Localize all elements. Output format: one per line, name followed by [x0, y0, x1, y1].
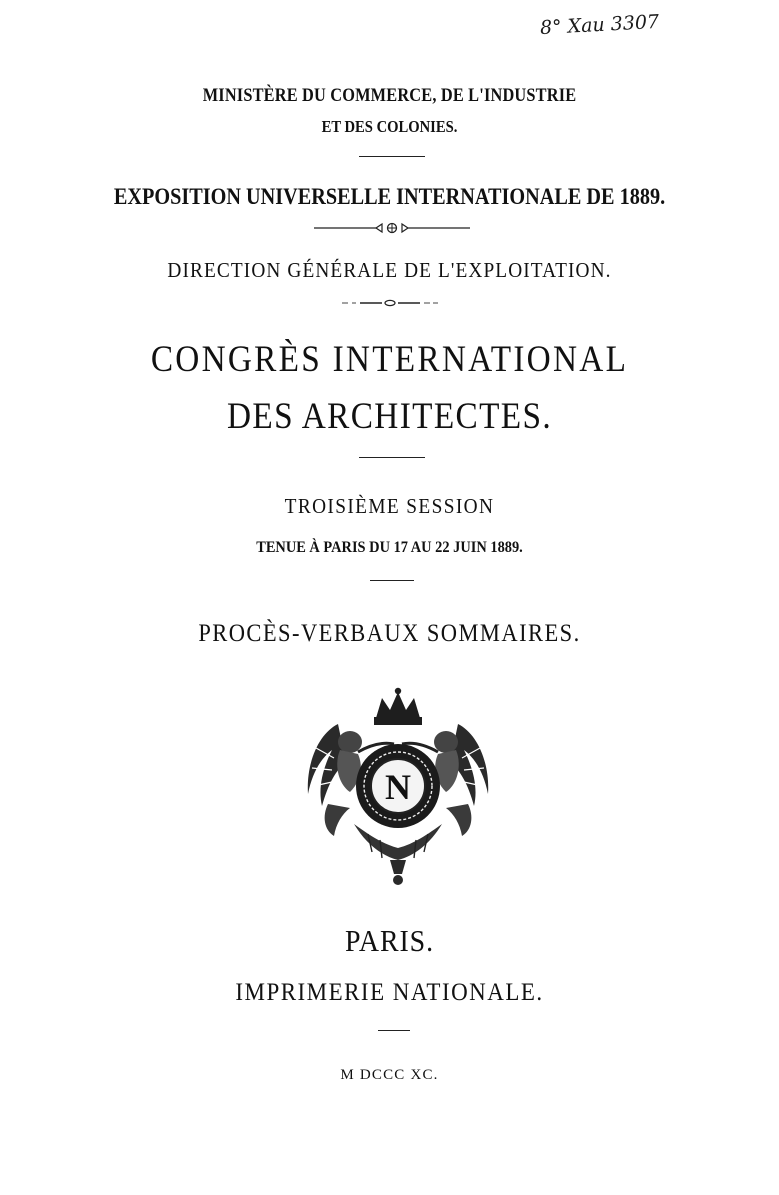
divider-rule: [370, 580, 414, 581]
ornamental-rule-small-icon: [340, 298, 440, 308]
ornamental-rule-icon: [312, 220, 472, 236]
divider-rule: [359, 156, 425, 157]
exposition-heading: EXPOSITION UNIVERSELLE INTERNATIONALE DE 1889.: [113, 184, 666, 209]
session-dates: TENUE À PARIS DU 17 AU 22 JUIN 1889.: [256, 539, 523, 556]
session-name: TROISIÈME SESSION: [284, 494, 495, 518]
congress-title-line-1: CONGRÈS INTERNATIONAL: [150, 339, 629, 380]
divider-rule: [359, 457, 425, 458]
minutes-subtitle: PROCÈS-VERBAUX SOMMAIRES.: [198, 620, 581, 647]
imperial-eagle-crest-icon: [298, 684, 498, 889]
divider-rule: [378, 1030, 410, 1031]
svg-text:N: N: [385, 767, 411, 807]
congress-title-line-2: DES ARCHITECTES.: [226, 396, 553, 437]
ministry-line-2: ET DES COLONIES.: [321, 117, 458, 136]
direction-heading: DIRECTION GÉNÉRALE DE L'EXPLOITATION.: [167, 258, 612, 282]
ministry-line-1: MINISTÈRE DU COMMERCE, DE L'INDUSTRIE: [202, 85, 577, 106]
imprint-year: M DCCC XC.: [340, 1067, 439, 1083]
imprint-city: PARIS.: [345, 923, 434, 958]
library-shelfmark: 8° Xau 3307: [539, 10, 660, 40]
imprint-printer: IMPRIMERIE NATIONALE.: [235, 979, 544, 1006]
